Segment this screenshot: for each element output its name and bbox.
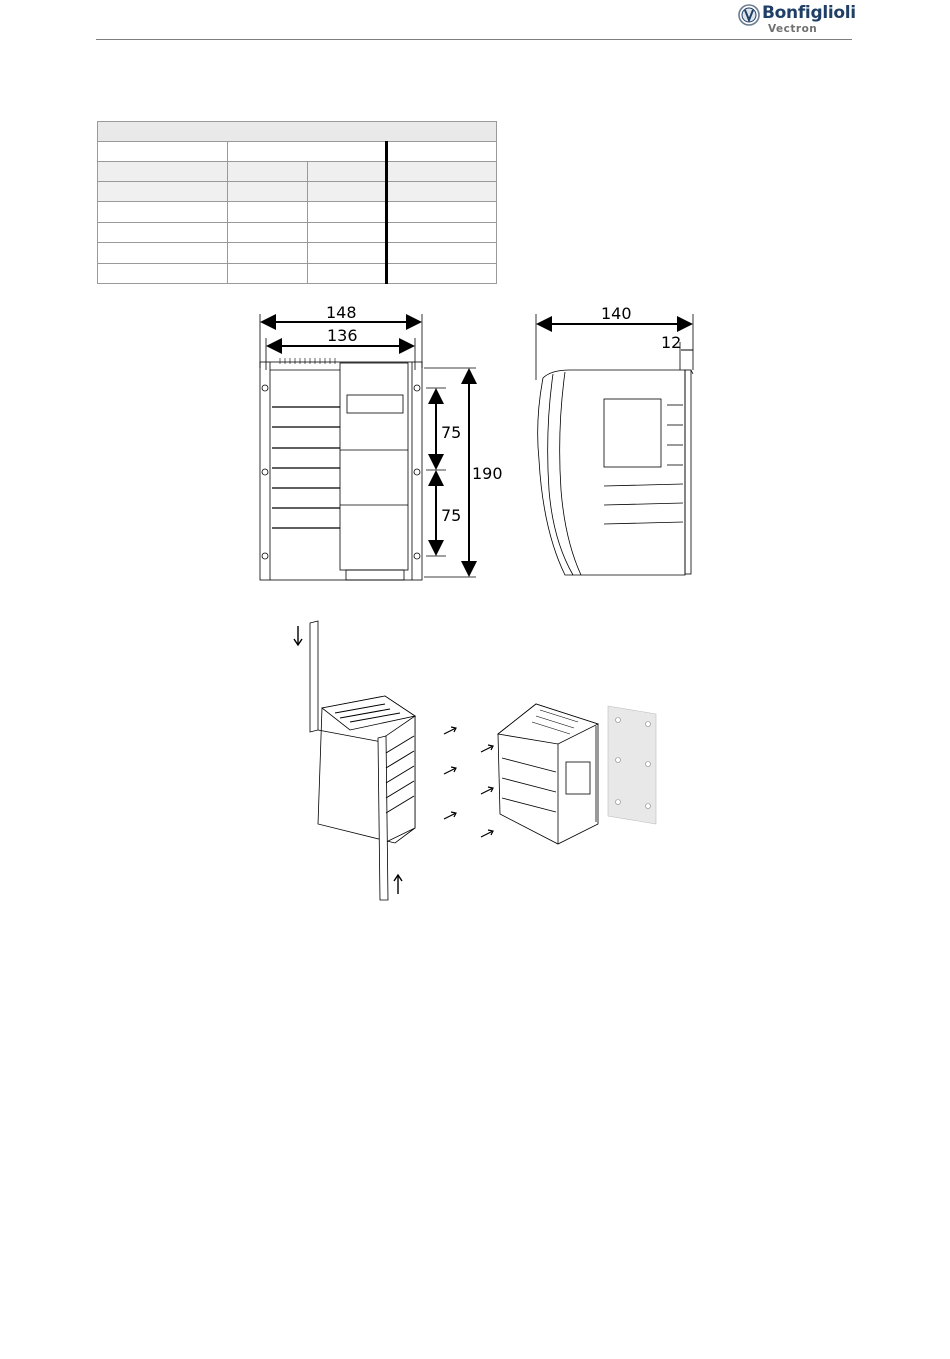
arrow-up-icon: [394, 875, 402, 894]
front-view-drawing: [250, 300, 510, 590]
arrow-down-icon: [294, 626, 302, 645]
bonfiglioli-emblem-icon: [738, 4, 760, 26]
brand-subtitle: Vectron: [768, 23, 818, 35]
wall-mounting-drawing: [438, 694, 663, 854]
header-rule: [96, 39, 852, 40]
bracket-mounting-drawing: [290, 618, 440, 903]
dim-offset: 12: [661, 333, 682, 352]
dim-hole-spacing-upper: 75: [441, 423, 462, 442]
brand-logo: [738, 0, 858, 38]
dim-width-inner: 136: [327, 326, 358, 345]
dim-width-outer: 148: [326, 303, 357, 322]
spec-table: [97, 121, 497, 284]
brand-name: Bonfiglioli: [762, 3, 856, 23]
side-view-drawing: [525, 300, 705, 585]
dim-height: 190: [472, 464, 503, 483]
dim-hole-spacing-lower: 75: [441, 506, 462, 525]
dim-depth: 140: [601, 304, 632, 323]
